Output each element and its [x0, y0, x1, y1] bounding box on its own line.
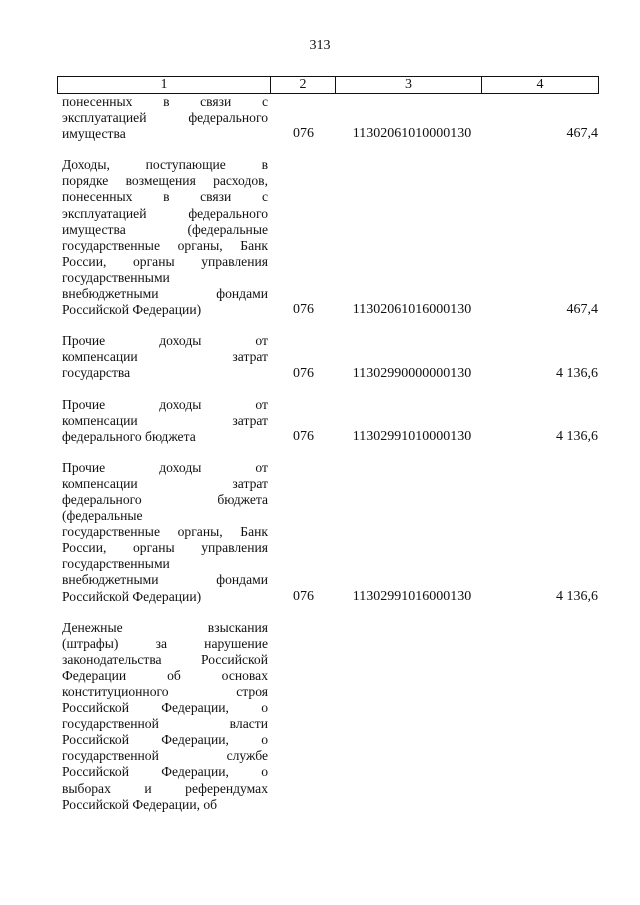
- row-admin-code: 076: [293, 126, 314, 142]
- description-line: внебюджетными фондами: [62, 286, 268, 302]
- description-line: государственной службе: [62, 748, 268, 764]
- row-amount: 467,4: [566, 126, 598, 142]
- description-line: понесенных в связи с: [62, 189, 268, 205]
- description-line: государственной власти: [62, 716, 268, 732]
- description-line: эксплуатацией федерального: [62, 110, 268, 126]
- row-budget-code: 11302061016000130: [352, 302, 472, 318]
- description-line: государства: [62, 365, 131, 381]
- description-line: Денежные взыскания: [62, 619, 268, 635]
- description-line: федерального бюджета: [62, 428, 196, 444]
- row-description: [57, 397, 268, 445]
- description-line: Федерации об основах: [62, 667, 268, 683]
- description-line: Российской Федерации, о: [62, 764, 268, 780]
- row-admin-code: 076: [293, 365, 314, 381]
- description-line: порядке возмещения расходов,: [62, 173, 268, 189]
- description-line: Российской Федерации, об: [62, 796, 218, 812]
- description-line: Российской Федерации): [62, 302, 202, 318]
- row-budget-code: 11302061010000130: [352, 126, 472, 142]
- table-header: [57, 76, 599, 94]
- row-description: [57, 94, 268, 142]
- row-amount: 4 136,6: [556, 365, 598, 381]
- table-row: [57, 460, 599, 605]
- row-description: [57, 157, 268, 318]
- description-line: компенсации затрат: [62, 412, 268, 428]
- description-line: внебюджетными фондами: [62, 572, 268, 588]
- row-admin-code: 076: [293, 428, 314, 444]
- row-description: [57, 333, 268, 381]
- row-budget-code: 11302990000000130: [352, 365, 472, 381]
- row-admin-code: 076: [293, 302, 314, 318]
- description-line: Прочие доходы от: [62, 459, 268, 475]
- description-line: России, органы управления: [62, 540, 268, 556]
- header-col-4: 4: [481, 77, 598, 93]
- description-line: Российской Федерации, о: [62, 700, 268, 716]
- description-line: федерального бюджета: [62, 491, 268, 507]
- description-line: понесенных в связи с: [62, 94, 268, 109]
- page-number: 313: [309, 38, 331, 53]
- row-amount: 4 136,6: [556, 428, 598, 444]
- table-row: [57, 620, 599, 813]
- description-line: имущества: [62, 126, 126, 142]
- row-budget-code: 11302991016000130: [352, 588, 472, 604]
- description-line: Российской Федерации, о: [62, 732, 268, 748]
- description-line: компенсации затрат: [62, 349, 268, 365]
- description-line: государственные органы, Банк: [62, 237, 268, 253]
- description-line: конституционного строя: [62, 684, 268, 699]
- description-line: Прочие доходы от: [62, 396, 268, 412]
- budget-table: [57, 76, 599, 828]
- description-line: Прочие доходы от: [62, 333, 268, 349]
- row-budget-code: 11302991010000130: [352, 428, 472, 444]
- table-row: [57, 94, 599, 142]
- row-admin-code: 076: [293, 588, 314, 604]
- description-line: (федеральные: [62, 508, 143, 524]
- table-row: [57, 157, 599, 318]
- description-line: России, органы управления: [62, 253, 268, 269]
- description-line: Российской Федерации): [62, 588, 202, 604]
- description-line: Доходы, поступающие в: [62, 157, 268, 173]
- header-col-2: 2: [270, 77, 335, 93]
- header-col-3: 3: [335, 77, 481, 93]
- row-amount: 467,4: [566, 302, 598, 318]
- description-line: государственными: [62, 556, 170, 572]
- description-line: (штрафы) за нарушение: [62, 635, 268, 651]
- table-row: [57, 333, 599, 381]
- table-row: [57, 397, 599, 445]
- description-line: компенсации затрат: [62, 475, 268, 491]
- description-line: выборах и референдумах: [62, 780, 268, 796]
- description-line: эксплуатацией федерального: [62, 205, 268, 221]
- description-line: законодательства Российской: [62, 651, 268, 667]
- description-line: имущества (федеральные: [62, 221, 268, 237]
- table-body: [57, 94, 599, 813]
- description-line: государственные органы, Банк: [62, 524, 268, 540]
- description-line: государственными: [62, 269, 170, 285]
- row-description: [57, 460, 268, 605]
- header-col-1: 1: [160, 77, 168, 92]
- row-description: [57, 620, 268, 813]
- row-amount: 4 136,6: [556, 588, 598, 604]
